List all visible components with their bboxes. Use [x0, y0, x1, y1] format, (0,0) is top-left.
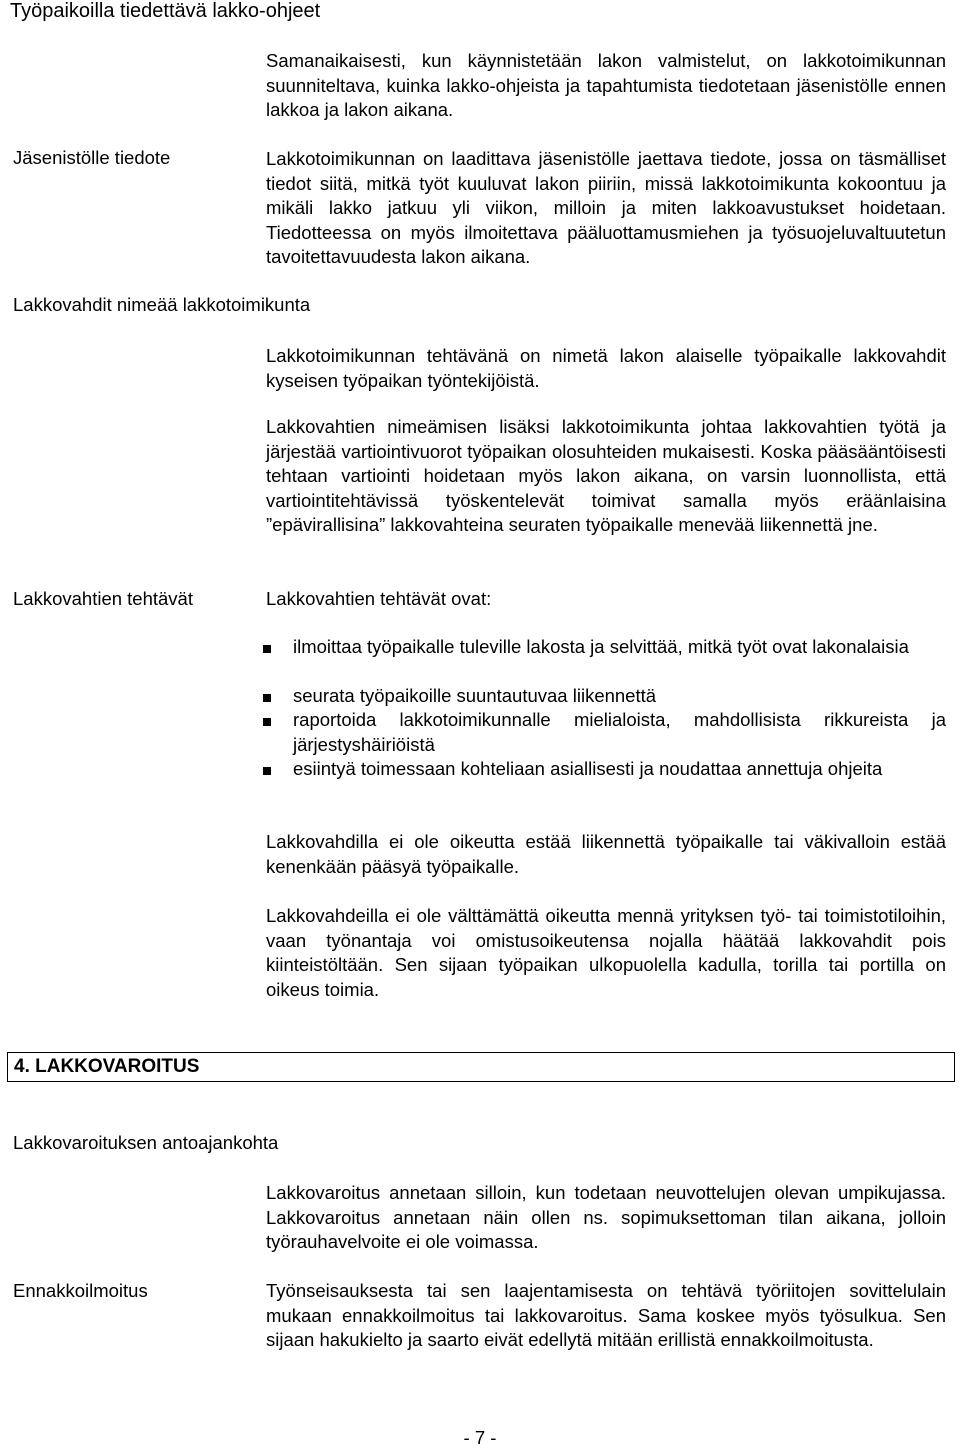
- chapter-heading-box: [7, 1052, 955, 1082]
- bullet-marker: [263, 645, 271, 653]
- duties-lead: Lakkovahtien tehtävät ovat:: [266, 588, 492, 609]
- strike-guards-paragraph-2: Lakkovahtien nimeämisen lisäksi lakkotoimikunta johtaa lakkovahtien työtä ja järjestää vartiointivuorot työpaikan olosuhteiden mukaisesti. Koska pääsääntöisesti tehtaan vartiointi hoidetaan myös lakon aikana, on varsin luonnollista, että vartiointitehtävissä työskentelevät toimivat samalla myös eräänlaisina ”epävirallisina” lakkovahteina seuraten työpaikalle menevää liikennettä jne.: [266, 416, 946, 536]
- duties-paragraph-1: Lakkovahdilla ei ole oikeutta estää liikennettä työpaikalle tai väkivalloin estää kenenkään pääsyä työpaikalle.: [266, 831, 946, 877]
- bullet-marker: [263, 767, 271, 775]
- bullet-marker: [263, 694, 271, 702]
- section-label-advance-notice: Ennakkoilmoitus: [13, 1280, 148, 1301]
- page-number: - 7 -: [463, 1427, 497, 1448]
- list-item: esiintyä toimessaan kohteliaan asiallisesti ja noudattaa annettuja ohjeita: [293, 758, 883, 779]
- section-label-strike-guards-named: Lakkovahdit nimeää lakkotoimikunta: [13, 294, 311, 315]
- list-item: ilmoittaa työpaikalle tuleville lakosta ja selvittää, mitkä työt ovat lakonalaisia: [293, 636, 909, 657]
- member-bulletin-paragraph: Lakkotoimikunnan on laadittava jäsenistölle jaettava tiedote, jossa on täsmälliset tiedot siitä, mitkä työt kuuluvat lakon piiriin, missä lakkotoimikunta kokoontuu ja mikäli lakko jatkuu yli viikon, milloin ja miten lakkoavustukset hoidetaan. Tiedotteessa on myös ilmoitettava pääluottamusmiehen ja työsuojeluvaltuutetun tavoitettavuudesta lakon aikana.: [266, 148, 946, 268]
- section-label-member-bulletin: Jäsenistölle tiedote: [13, 147, 171, 168]
- chapter-heading: 4. LAKKOVAROITUS: [14, 1056, 200, 1077]
- intro-paragraph: Samanaikaisesti, kun käynnistetään lakon valmistelut, on lakkotoimikunnan suunniteltava, kuinka lakko-ohjeista ja tapahtumista tiedotetaan jäsenistölle ennen lakkoa ja lakon aikana.: [266, 50, 946, 121]
- advance-notice-paragraph: Työnseisauksesta tai sen laajentamisesta on tehtävä työriitojen sovittelulain mukaan ennakkoilmoitus tai lakkovaroitus. Sama koskee myös työsulkua. Sen sijaan hakukielto ja saarto eivät edellytä mitään erillistä ennakkoilmoitusta.: [266, 1280, 946, 1351]
- duties-paragraph-2: Lakkovahdeilla ei ole välttämättä oikeutta mennä yrityksen työ- tai toimistotiloihin, vaan työnantaja voi omistusoikeutensa nojalla häätää lakkovahdit pois kiinteistöltään. Sen sijaan työpaikan ulkopuolella kadulla, torilla tai portilla on oikeus toimia.: [266, 905, 946, 1000]
- section-label-strike-guard-duties: Lakkovahtien tehtävät: [13, 588, 193, 609]
- strike-guards-paragraph-1: Lakkotoimikunnan tehtävänä on nimetä lakon alaiselle työpaikalle lakkovahdit kyseisen työpaikan työntekijöistä.: [266, 345, 946, 391]
- warning-timing-paragraph: Lakkovaroitus annetaan silloin, kun todetaan neuvottelujen olevan umpikujassa. Lakkovaroitus annetaan näin ollen ns. sopimuksettoman tilan aikana, jolloin työrauhavelvoite ei ole voimassa.: [266, 1182, 946, 1253]
- page-title: Työpaikoilla tiedettävä lakko-ohjeet: [10, 0, 321, 22]
- bullet-marker: [263, 718, 271, 726]
- list-item: seurata työpaikoille suuntautuvaa liikennettä: [293, 685, 657, 706]
- list-item: raportoida lakkotoimikunnalle mielialoista, mahdollisista rikkureista ja järjestyshäiriöistä: [293, 709, 946, 755]
- section-label-warning-timing: Lakkovaroituksen antoajankohta: [13, 1132, 279, 1153]
